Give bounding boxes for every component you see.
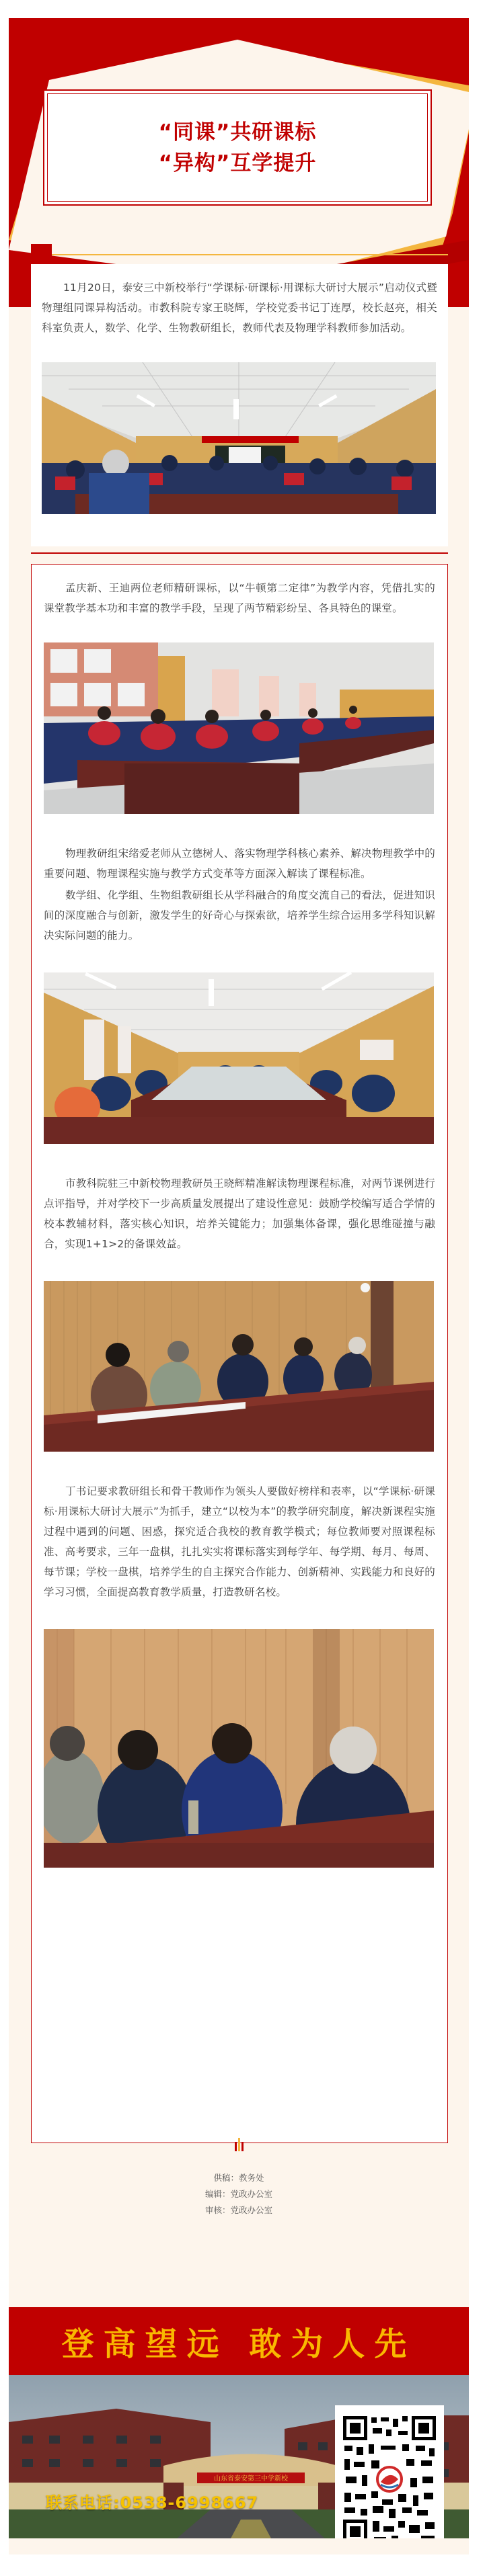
photo-students-in-class	[44, 642, 434, 814]
photo-secretary-speaking	[44, 1629, 434, 1868]
intro-paragraph: 11月20日，泰安三中新校举行“学课标·研课标·用课标大研讨大展示”启动仪式暨物理组同课异构活动。市教科院专家王晓辉，学校党委书记丁连厚，校长赵亮，相关科室负责人，数学、化学、生物教研组长，教师代表及物理学科教师参加活动。	[42, 282, 437, 334]
intro-card	[31, 264, 448, 546]
red-square-marker-icon	[31, 244, 52, 264]
credits-block	[9, 2135, 469, 2218]
photo-leaders-at-table	[44, 1281, 434, 1452]
orange-rule	[52, 254, 448, 255]
contact-phone: 联系电话:0538-6998667	[46, 2493, 259, 2512]
paragraph-subject-integration: 数学组、化学组、生物组教研组长从学科融合的角度交流自己的看法，促进知识间的深度融合与创新，激发学生的好奇心与探索欲，培养学生综合运用多学科知识解决实际问题的能力。	[44, 889, 435, 942]
credit-editor: 编辑：党政办公室	[204, 2189, 272, 2199]
section-header	[31, 244, 448, 264]
title-box	[43, 89, 432, 206]
article-column	[9, 18, 469, 2554]
bars-ornament-icon	[235, 2135, 244, 2151]
credit-reviewer: 审核：党政办公室	[204, 2205, 272, 2215]
photo-seminar-conference-table	[44, 972, 434, 1144]
credit-source: 供稿：教务处	[213, 2173, 264, 2183]
slogan-text: 登高望远 敢为人先	[61, 2325, 416, 2363]
content-frame	[31, 564, 448, 2143]
campus-photo	[9, 2375, 469, 2538]
paragraph-secretary-requirements: 丁书记要求教研组长和骨干教师作为领头人要做好榜样和表率，以“学课标·研课标·用课标大研讨大展示”为抓手，建立“以校为本”的教学研究制度，解决新课程实施过程中遇到的问题、困惑，探究适合我校的教育教学模式；每位教师要对照课程标准、高考要求，三年一盘棋，扎扎实实将课标落实到每学年、每学期、每月、每周、每节课；学校一盘棋，培养学生的自主探究合作能力、创新精神、实践能力和良好的学习习惯，全面提高教育教学质量，打造教研名校。	[44, 1485, 435, 1598]
paragraph-lessons: 孟庆新、王迪两位老师精研课标，以“牛顿第二定律”为教学内容，凭借扎实的课堂教学基本功和丰富的教学手段，呈现了两节精彩纷呈、各具特色的课堂。	[44, 582, 435, 614]
gate-sign: 山东省泰安第三中学新校	[214, 2475, 288, 2483]
page-title-line1: “同课”共研课标	[158, 120, 317, 144]
slogan-banner	[9, 2307, 469, 2375]
qr-code-icon[interactable]	[335, 2405, 444, 2538]
photo-lecture-hall	[42, 362, 436, 514]
page-title-line2: “异构”互学提升	[158, 151, 317, 175]
paragraph-expert-guidance: 市教科院驻三中新校物理教研员王晓辉精准解读物理课程标准，对两节课例进行点评指导，并对学校下一步高质量发展提出了建设性意见：鼓励学校编写适合学情的校本教辅材料，落实核心知识，培养关键能力；加强集体备课，强化思维碰撞与融合，实现1+1>2的备课效益。	[44, 1177, 435, 1250]
paragraph-song-interpretation: 物理教研组宋绪爱老师从立德树人、落实物理学科核心素养、解决物理教学中的重要问题、物理课程实施与教学方式变革等方面深入解读了课程标准。	[44, 847, 435, 880]
section-divider	[31, 552, 448, 554]
